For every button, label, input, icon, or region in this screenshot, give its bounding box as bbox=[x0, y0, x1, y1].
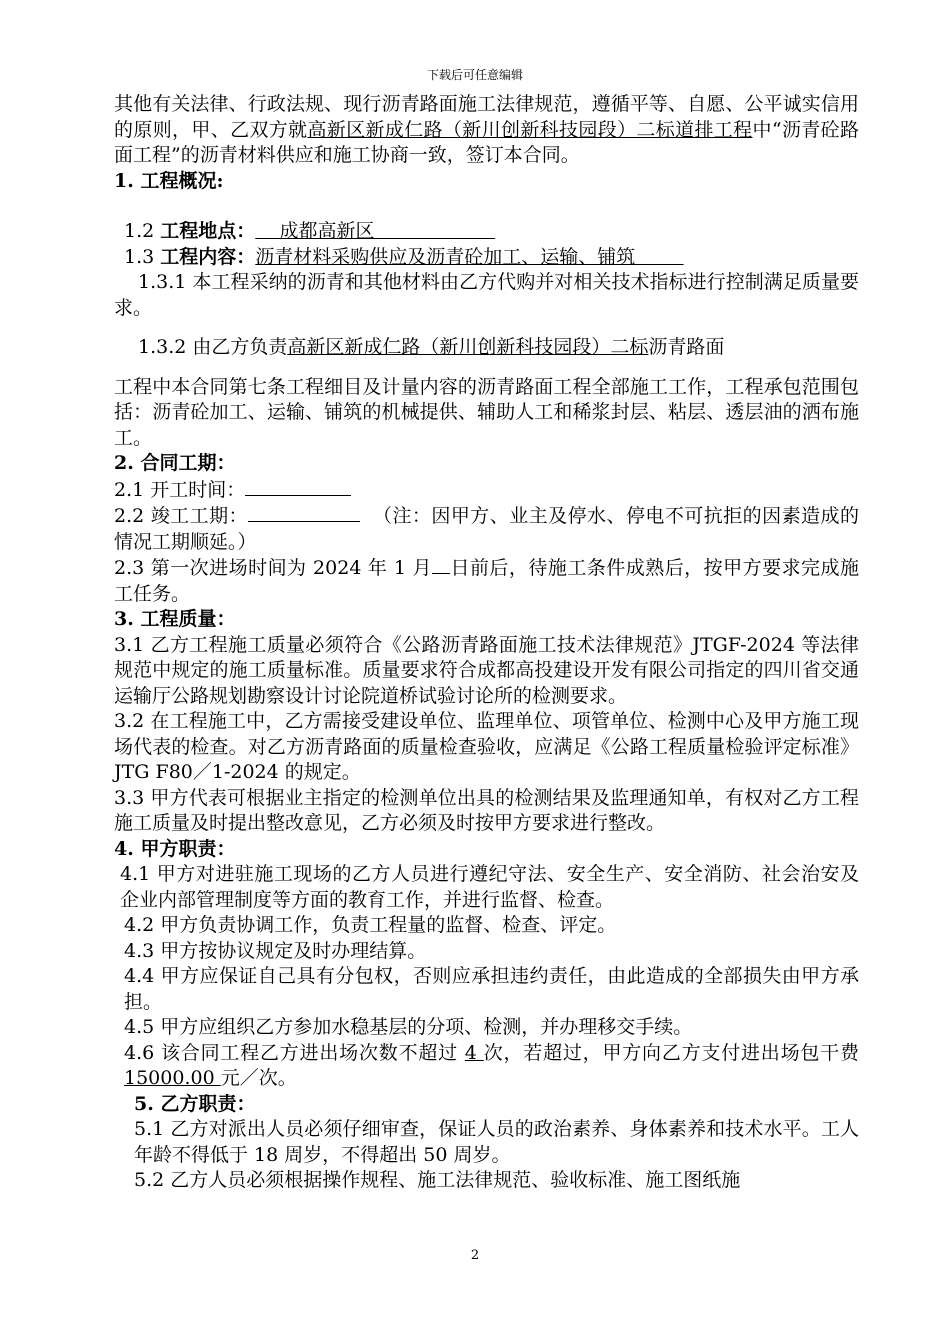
blank-line bbox=[114, 194, 859, 219]
item-text: 2.3 第一次进场时间为 2024 年 1 月 bbox=[114, 557, 432, 579]
section-1-title: 1. 工程概况: bbox=[114, 169, 224, 192]
fee-amount: 15000.00 bbox=[124, 1067, 221, 1089]
item-1-2 bbox=[114, 219, 859, 245]
page-number: 2 bbox=[470, 1248, 480, 1263]
item-1-3-1 bbox=[114, 270, 859, 321]
item-4-2: 4.2 甲方负责协调工作，负责工程量的监督、检查、评定。 bbox=[124, 914, 617, 936]
item-text: 元／次。 bbox=[220, 1067, 297, 1089]
day-blank bbox=[432, 555, 450, 574]
item-text: 4.6 该合同工程乙方进出场次数不超过 bbox=[124, 1041, 465, 1064]
item-label: 1.3 bbox=[124, 245, 161, 268]
item-1-3-2-continued: 工程中本合同第七条工程细目及计量内容的沥青路面工程全部施工工作，工程承包范围包括：沥青砼加工、运输、铺筑的机械提供、辅助人工和稀浆封层、粘层、透层油的洒布施工。 bbox=[114, 375, 859, 449]
entry-count: 4 bbox=[464, 1041, 484, 1064]
item-3-2: 3.2 在工程施工中，乙方需接受建设单位、监理单位、项管单位、检测中心及甲方施工现场代表的检查。对乙方沥青路面的质量检查验收，应满足《公路工程质量检验评定标准》JTG F80／1-2024 的规定。 bbox=[114, 710, 859, 783]
spacer bbox=[114, 321, 859, 335]
item-2-1 bbox=[114, 477, 859, 504]
item-2-3 bbox=[114, 555, 859, 607]
item-1-3-2 bbox=[114, 335, 859, 361]
project-name: 高新区新成仁路（新川创新科技园段）二标道排工程 bbox=[307, 118, 753, 141]
item-2-2 bbox=[114, 503, 859, 555]
item-4-1: 4.1 甲方对进驻施工现场的乙方人员进行遵纪守法、安全生产、安全消防、社会治安及企业内部管理制度等方面的教育工作，并进行监督、检查。 bbox=[120, 863, 859, 911]
item-3-3: 3.3 甲方代表可根据业主指定的检测单位出具的检测结果及监理通知单，有权对乙方工程施工质量及时提出整改意见，乙方必须及时按甲方要求进行整改。 bbox=[114, 786, 859, 834]
spacer bbox=[114, 361, 859, 375]
item-5-1: 5.1 乙方对派出人员必须仔细审查，保证人员的政治素养、身体素养和技术水平。工人年龄不得低于 18 周岁，不得超出 50 周岁。 bbox=[134, 1118, 859, 1166]
intro-paragraph bbox=[114, 92, 859, 169]
item-label: 2.2 竣工工期： bbox=[114, 505, 248, 527]
item-3-1: 3.1 乙方工程施工质量必须符合《公路沥青路面施工技术法律规范》JTGF-2024 等法律规范中规定的施工质量标准。质量要求符合成都高投建设开发有限公司指定的四川省交通运输厅公路规划勘察设计讨论院道桥试验讨论所的检测要求。 bbox=[114, 633, 859, 707]
section-4-title: 4. 甲方职责： bbox=[114, 837, 236, 860]
project-name: 高新区新成仁路（新川创新科技园段）二标 bbox=[287, 336, 649, 358]
document-body bbox=[114, 92, 859, 1194]
item-note: （注：因甲方、业主及停水、停电不可抗拒的因素造成的情况工期顺延。） bbox=[114, 505, 859, 553]
item-heading: 工程内容： bbox=[160, 245, 256, 268]
item-label: 2.1 开工时间： bbox=[114, 478, 246, 501]
item-4-4: 4.4 甲方应保证自己具有分包权，否则应承担违约责任，由此造成的全部损失由甲方承担。 bbox=[124, 965, 859, 1013]
item-heading: 工程地点： bbox=[160, 220, 256, 242]
section-3-title: 3. 工程质量： bbox=[114, 608, 236, 630]
item-text: 1.3.2 由乙方负责 bbox=[138, 336, 288, 358]
item-5-2: 5.2 乙方人员必须根据操作规程、施工法律规范、验收标准、施工图纸施 bbox=[134, 1169, 741, 1191]
item-1-3 bbox=[114, 245, 859, 271]
item-text: 沥青路面 bbox=[648, 336, 725, 358]
item-text: 1.3.1 本工程采纳的沥青和其他材料由乙方代购并对相关技术指标进行控制满足质量要求。 bbox=[114, 271, 859, 319]
intro-text-end: 中“沥青砼路面工程”的沥青材料供应和施工协商一致，签订本合同。 bbox=[114, 118, 859, 166]
item-4-5: 4.5 甲方应组织乙方参加水稳基层的分项、检测，并办理移交手续。 bbox=[124, 1016, 693, 1038]
start-date-blank bbox=[245, 477, 351, 496]
item-4-6 bbox=[114, 1041, 859, 1092]
section-5-title: 5. 乙方职责： bbox=[134, 1092, 256, 1115]
item-4-3: 4.3 甲方按协议规定及时办理结算。 bbox=[124, 939, 427, 962]
item-text: 次，若超过，甲方向乙方支付进出场包干费 bbox=[483, 1041, 859, 1064]
item-value: 成都高新区 bbox=[255, 220, 496, 242]
section-2-title: 2. 合同工期： bbox=[114, 452, 236, 474]
intro-text: 其他有关法律、行政法规、现行沥青路面施工法律规范，遵循平等、自愿、公平诚实信用的原则，甲、乙双方就 bbox=[114, 93, 859, 141]
completion-date-blank bbox=[248, 503, 360, 522]
item-text: 日前后，待施工条件成熟后，按甲方要求完成施工任务。 bbox=[114, 557, 859, 605]
item-label: 1.2 bbox=[124, 220, 161, 242]
page-header: 下载后可任意编辑 bbox=[426, 68, 523, 82]
item-value: 沥青材料采购供应及沥青砼加工、运输、铺筑 bbox=[255, 245, 684, 268]
